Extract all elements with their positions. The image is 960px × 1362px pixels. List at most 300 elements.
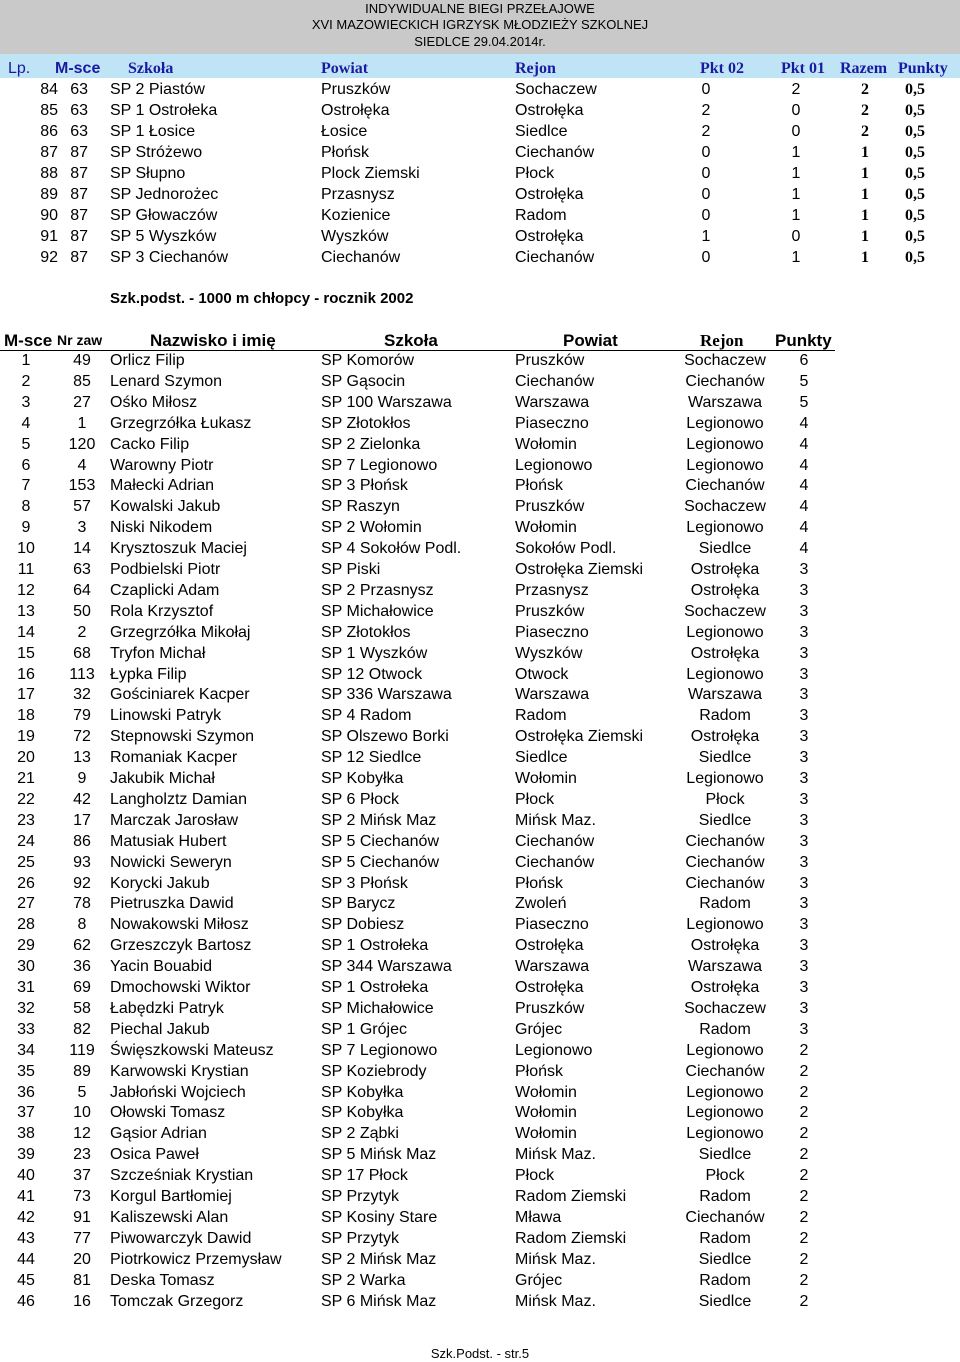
table-cell: 3 [799,999,809,1017]
table-cell: 3 [799,707,809,725]
table-cell: SP Koziebrody [321,1062,427,1080]
page-footer: Szk.Podst. - str.5 [430,1346,530,1361]
table-cell: Radom [699,1188,751,1205]
table-cell: Nowicki Seweryn [110,853,232,871]
table-cell: 8 [21,498,31,516]
table-cell: Podbielski Piotr [110,561,221,578]
table-cell: Gąsior Adrian [110,1125,207,1143]
table-cell: Wołomin [515,435,577,453]
table-row [0,1207,960,1228]
table-cell: Piaseczno [515,623,589,641]
table-cell: 2 [799,1229,809,1247]
table-cell: 87 [70,249,88,266]
table-cell: 34 [17,1041,35,1059]
table-cell: 38 [17,1125,35,1143]
table-row [0,455,960,476]
table-cell: 2 [799,1250,809,1268]
table-cell: Ciechanów [515,144,595,161]
table-cell: 1 [791,207,801,224]
table-cell: Płońsk [515,874,564,892]
schools-table-header [0,58,960,79]
table-cell: Grójec [515,1271,563,1289]
table-cell: 0 [701,165,711,182]
table-cell: 11 [17,561,35,578]
table-cell: 5 [799,393,809,411]
table-cell: 78 [73,895,91,913]
table-cell: SP 2 Mińsk Maz [321,811,437,829]
table-cell: Kowalski Jakub [110,498,221,516]
table-cell: Cacko Filip [110,435,190,453]
table-cell: Szcześniak Krystian [110,1167,254,1185]
table-cell: 0 [791,228,801,245]
table-cell: Gościniarek Kacper [110,686,250,704]
table-cell: 2 [799,1188,809,1205]
table-cell: 0,5 [905,186,925,203]
table-cell: 15 [17,644,35,662]
table-cell: Ostrołęka [515,937,584,955]
table-cell: Ciechanów [685,874,765,892]
results-table-header [0,330,960,351]
table-cell: 3 [799,937,809,955]
table-cell: Plock Ziemski [321,165,420,182]
table-cell: 90 [40,207,58,224]
table-cell: SP 6 Płock [321,790,399,808]
table-cell: Warszawa [515,393,590,411]
table-cell: 17 [73,811,91,829]
table-cell: Radom [515,207,567,224]
table-row [0,726,960,747]
table-cell: 14 [73,540,91,558]
table-cell: 17 [17,686,35,704]
table-cell: 3 [799,581,809,599]
table-row [0,1228,960,1249]
table-cell: 85 [40,102,58,119]
table-cell: 23 [17,811,35,829]
table-cell: SP 344 Warszawa [321,958,452,976]
table-cell: 3 [21,393,31,411]
table-cell: Płock [705,790,745,808]
table-cell: Ciechanów [515,853,595,871]
table-row [0,205,960,226]
table-cell: Ostrołęka [690,644,760,662]
table-cell: 63 [70,123,88,140]
table-cell: Radom [699,1229,751,1247]
table-cell: SP Słupno [110,165,186,182]
results-col-header: Szkoła [384,331,438,350]
table-cell: Legionowo [686,1083,764,1101]
table-cell: 87 [70,144,88,161]
table-cell: SP Przytyk [321,1229,399,1247]
table-cell: 43 [17,1229,35,1247]
table-cell: 45 [17,1271,35,1289]
table-cell: 86 [40,123,58,140]
table-cell: 2 [799,1208,809,1226]
table-cell: SP 12 Siedlce [321,749,422,767]
table-cell: Krysztoszuk Maciej [110,540,247,558]
table-cell: 28 [17,916,35,934]
table-cell: SP 1 Grójec [321,1020,407,1038]
table-row [0,684,960,705]
results-col-header: Punkty [775,331,832,350]
table-cell: 3 [799,665,809,683]
table-cell: 3 [799,790,809,808]
table-cell: Jabłoński Wojciech [110,1083,246,1101]
table-row [0,1165,960,1186]
table-cell: Piwowarczyk Dawid [110,1229,252,1247]
table-cell: SP 1 Ostrołeka [110,102,218,119]
schools-col-header: Powiat [321,60,369,77]
table-row [0,1040,960,1061]
table-row [0,768,960,789]
table-cell: 40 [17,1167,35,1185]
table-cell: Romaniak Kacper [110,749,238,767]
table-cell: SP Kobyłka [321,770,404,787]
table-cell: SP 2 Ząbki [321,1125,399,1143]
table-cell: 3 [799,686,809,704]
table-cell: 1 [791,186,801,203]
table-row [0,496,960,517]
table-cell: SP 2 Warka [321,1271,406,1289]
table-cell: 9 [77,770,87,787]
table-cell: 27 [73,393,91,411]
table-cell: 87 [40,144,58,161]
table-cell: Płońsk [515,1062,564,1080]
table-row [0,1123,960,1144]
table-cell: SP 2 Zielonka [321,435,421,453]
table-cell: 5 [21,435,31,453]
table-cell: Święszkowski Mateusz [110,1041,274,1059]
table-cell: SP 5 Wyszków [110,228,217,245]
table-cell: Sochaczew [684,999,766,1017]
table-cell: Radom [699,1020,751,1038]
table-cell: Wołomin [515,519,577,537]
table-cell: 2 [861,123,869,140]
table-cell: Ciechanów [685,853,765,871]
table-cell: Korycki Jakub [110,874,210,892]
table-cell: SP 3 Płońsk [321,874,408,892]
table-cell: SP Kobyłka [321,1104,404,1122]
table-cell: Nowakowski Miłosz [110,916,249,934]
table-row [0,601,960,622]
table-cell: SP 3 Ciechanów [110,249,228,266]
table-row [0,371,960,392]
table-cell: 2 [77,623,87,641]
table-cell: 3 [799,811,809,829]
table-cell: 63 [73,561,91,578]
table-cell: Warowny Piotr [110,456,214,474]
table-cell: SP Gąsocin [321,372,406,390]
table-cell: Piaseczno [515,916,589,934]
report-title-line3: SIEDLCE 29.04.2014r. [414,34,546,49]
table-cell: Legionowo [686,665,764,683]
table-cell: Pruszków [321,81,391,98]
table-cell: Sochaczew [515,81,597,98]
table-cell: SP 12 Otwock [321,665,423,683]
table-cell: 88 [40,165,58,182]
table-cell: 0,5 [905,144,925,161]
table-cell: 3 [799,958,809,976]
table-cell: 5 [799,372,809,390]
table-cell: 3 [799,874,809,892]
table-row [0,998,960,1019]
table-cell: Warszawa [687,393,763,411]
table-cell: 13 [17,602,35,620]
table-cell: Siedlce [515,749,568,767]
table-cell: 24 [17,832,35,850]
table-row [0,163,960,184]
table-cell: 3 [799,561,809,578]
table-cell: Sochaczew [684,498,766,516]
table-cell: 0,5 [905,207,925,224]
table-cell: 20 [17,749,35,767]
table-cell: Osica Paweł [110,1146,199,1164]
table-cell: 0,5 [905,123,925,140]
table-cell: 3 [799,728,809,746]
table-row [0,350,960,371]
table-cell: SP 4 Sokołów Podl. [321,540,462,558]
table-cell: Legionowo [686,456,764,474]
table-cell: SP 2 Mińsk Maz [321,1250,437,1268]
table-cell: Mińsk Maz. [515,1146,596,1164]
table-cell: Tomczak Grzegorz [110,1292,244,1310]
table-cell: Mińsk Maz. [515,811,596,829]
table-cell: 1 [861,165,869,182]
table-row [0,517,960,538]
table-cell: 3 [799,770,809,787]
table-cell: SP 2 Przasnysz [321,581,434,599]
table-cell: Sokołów Podl. [515,540,617,558]
table-cell: Yacin Bouabid [110,958,212,976]
table-cell: Legionowo [686,1104,764,1122]
table-cell: 2 [21,372,31,390]
table-cell: 2 [799,1041,809,1059]
table-cell: 31 [17,979,35,996]
table-cell: Wołomin [515,1125,577,1143]
table-cell: SP 5 Mińsk Maz [321,1146,437,1164]
table-cell: 20 [73,1250,91,1268]
table-cell: 87 [70,228,88,245]
table-cell: Ciechanów [515,832,595,850]
table-cell: Legionowo [686,623,764,641]
table-cell: 57 [73,498,91,516]
table-cell: Radom Ziemski [515,1229,627,1247]
table-cell: SP 2 Piastów [110,81,205,98]
table-cell: Langholztz Damian [110,790,247,808]
table-cell: Piotrkowicz Przemysław [110,1250,282,1268]
table-row [0,935,960,956]
table-row [0,747,960,768]
table-cell: Legionowo [686,435,764,453]
table-cell: 0,5 [905,228,925,245]
table-cell: SP 5 Ciechanów [321,832,439,850]
table-row [0,1082,960,1103]
schools-col-header: Szkoła [128,60,174,77]
table-cell: 10 [17,540,35,558]
table-cell: SP 100 Warszawa [321,393,452,411]
table-cell: Ostrołęka Ziemski [515,728,644,746]
table-cell: Kaliszewski Alan [110,1208,229,1226]
table-cell: 5 [77,1083,87,1101]
table-cell: 19 [17,728,35,746]
table-cell: 0 [701,249,711,266]
table-cell: Radom [515,707,567,725]
table-cell: Ostrołęka [690,561,760,578]
table-cell: 4 [21,414,31,432]
table-cell: SP 6 Mińsk Maz [321,1292,437,1310]
table-cell: Stepnowski Szymon [110,728,255,746]
table-cell: 14 [17,623,35,641]
table-cell: 2 [701,123,711,140]
table-row [0,643,960,664]
table-cell: Ostrołęka [515,979,584,996]
table-cell: 4 [77,456,87,474]
table-cell: Wołomin [515,770,577,787]
table-cell: 81 [73,1271,91,1289]
table-cell: 82 [73,1020,91,1038]
table-cell: 0,5 [905,81,925,98]
table-cell: 91 [73,1208,91,1226]
table-cell: 2 [861,81,869,98]
table-cell: 72 [73,728,91,746]
table-cell: 79 [73,707,91,725]
table-cell: Piechal Jakub [110,1020,210,1038]
table-cell: 62 [73,937,91,955]
table-cell: Przasnysz [515,581,589,599]
table-cell: 89 [73,1062,91,1080]
table-cell: 23 [73,1146,91,1164]
table-cell: SP Raszyn [321,498,400,516]
table-cell: 2 [799,1083,809,1101]
table-cell: 9 [21,519,31,537]
table-cell: Ostrołęka [690,979,760,996]
table-cell: Wołomin [515,1083,577,1101]
table-cell: Piaseczno [515,414,589,432]
table-cell: 92 [40,249,58,266]
table-cell: 4 [799,477,809,495]
table-row [0,977,960,998]
table-cell: 58 [73,999,91,1017]
table-cell: Niski Nikodem [110,519,213,537]
table-cell: Ostrołęka [690,581,760,599]
table-cell: Ostrołęka [515,228,584,245]
table-cell: 63 [70,102,88,119]
table-cell: 77 [73,1229,91,1247]
table-cell: 1 [791,249,801,266]
table-cell: Lenard Szymon [110,372,223,390]
table-cell: SP Złotokłos [321,414,411,432]
table-cell: Orlicz Filip [110,352,185,369]
table-row [0,475,960,496]
table-cell: Jakubik Michał [110,770,215,787]
table-cell: 3 [799,853,809,871]
table-cell: 87 [70,165,88,182]
table-cell: 42 [73,790,91,808]
table-cell: Karwowski Krystian [110,1062,249,1080]
table-cell: Ostrołęka Ziemski [515,561,644,578]
table-cell: Ciechanów [685,372,765,390]
table-cell: Siedlce [698,1146,752,1164]
table-cell: Grójec [515,1020,563,1038]
table-cell: 2 [791,81,801,98]
table-cell: 6 [799,352,809,369]
table-cell: Radom [699,1271,751,1289]
table-cell: 91 [40,228,58,245]
table-cell: Pruszków [515,498,585,516]
table-cell: SP Michałowice [321,999,434,1017]
table-cell: 2 [799,1292,809,1310]
table-cell: 26 [17,874,35,892]
table-cell: 18 [17,707,35,725]
table-cell: 16 [17,665,35,683]
table-cell: SP 17 Płock [321,1167,408,1185]
table-row [0,226,960,247]
table-cell: SP Jednorożec [110,186,219,203]
table-cell: 2 [861,102,869,119]
table-cell: 1 [791,144,801,161]
table-cell: Deska Tomasz [110,1271,215,1289]
table-cell: 6 [21,456,31,474]
table-cell: 37 [73,1167,91,1185]
table-cell: Małecki Adrian [110,477,215,495]
table-row [0,121,960,142]
table-cell: 87 [70,186,88,203]
table-cell: Warszawa [515,686,590,704]
table-cell: Pruszków [515,602,585,620]
table-cell: Legionowo [686,1125,764,1143]
table-cell: Ostrołęka [690,937,760,955]
table-cell: Ostrołęka [515,102,584,119]
table-cell: 4 [799,414,809,432]
table-cell: Mińsk Maz. [515,1292,596,1310]
table-cell: Siedlce [698,1250,752,1268]
table-row [0,622,960,643]
table-cell: 41 [17,1188,35,1205]
table-cell: 73 [73,1188,91,1205]
table-cell: SP 7 Legionowo [321,456,438,474]
schools-col-header: Lp. [8,60,31,77]
table-cell: 29 [17,937,35,955]
table-row [0,1019,960,1040]
table-cell: 16 [73,1292,91,1310]
schools-col-header: Razem [840,60,888,77]
schools-col-header: Pkt 02 [700,60,744,77]
table-cell: 42 [17,1208,35,1226]
table-cell: Legionowo [686,770,764,787]
table-cell: Łosice [321,123,368,140]
table-cell: 2 [799,1167,809,1185]
table-cell: Ciechanów [685,1208,765,1226]
table-cell: Zwoleń [515,895,567,913]
table-cell: SP Michałowice [321,602,434,620]
table-cell: SP 4 Radom [321,707,412,725]
table-cell: 36 [17,1083,35,1101]
table-cell: SP 3 Płońsk [321,477,408,495]
table-cell: 8 [77,916,87,934]
table-row [0,1270,960,1291]
table-cell: Legionowo [686,519,764,537]
table-row [0,434,960,455]
table-cell: 0 [701,144,711,161]
table-cell: 10 [73,1104,91,1122]
table-cell: Ostrołęka [515,186,584,203]
table-row [0,1249,960,1270]
table-cell: 63 [70,81,88,98]
table-row [0,184,960,205]
table-cell: 12 [17,581,35,599]
table-cell: Legionowo [515,456,593,474]
table-cell: 1 [701,228,711,245]
table-cell: Pietruszka Dawid [110,895,234,913]
